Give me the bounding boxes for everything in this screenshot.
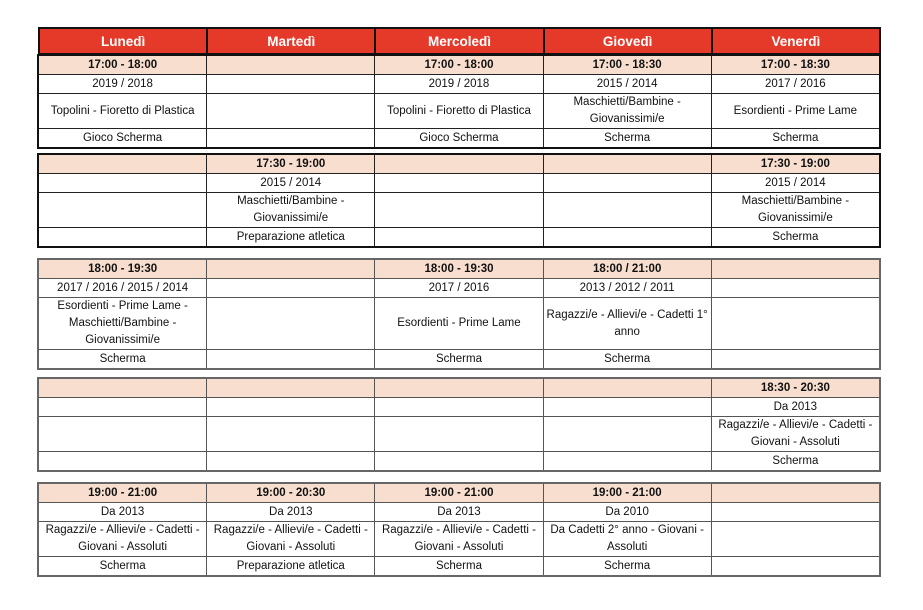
schedule-cell: Da Cadetti 2° anno - Giovani - Assoluti bbox=[543, 522, 711, 557]
time-slot-row bbox=[39, 155, 880, 174]
info-row bbox=[39, 75, 880, 94]
info-row bbox=[39, 174, 880, 193]
schedule-cell bbox=[543, 174, 711, 193]
time-slot-cell bbox=[543, 155, 711, 174]
day-header-friday: Venerdì bbox=[712, 28, 880, 54]
schedule-block-4 bbox=[38, 378, 880, 471]
time-slot-cell: 18:00 - 19:30 bbox=[39, 260, 207, 279]
info-row bbox=[39, 350, 880, 369]
schedule-cell: Scherma bbox=[543, 129, 711, 148]
schedule-cell bbox=[39, 228, 207, 247]
schedule-cell: 2017 / 2016 bbox=[711, 75, 879, 94]
schedule-cell: Ragazzi/e - Allievi/e - Cadetti - Giovani - Assoluti bbox=[711, 417, 879, 452]
time-slot-cell bbox=[39, 155, 207, 174]
schedule-cell bbox=[375, 452, 543, 471]
time-slot-cell: 18:30 - 20:30 bbox=[711, 379, 879, 398]
time-slot-cell: 17:30 - 19:00 bbox=[711, 155, 879, 174]
schedule-cell bbox=[39, 417, 207, 452]
schedule-cell bbox=[39, 174, 207, 193]
schedule-cell: Scherma bbox=[375, 350, 543, 369]
schedule-cell bbox=[543, 417, 711, 452]
schedule-cell: 2015 / 2014 bbox=[207, 174, 375, 193]
schedule-cell: Topolini - Fioretto di Plastica bbox=[375, 94, 543, 129]
info-row bbox=[39, 193, 880, 228]
schedule-cell: Maschietti/Bambine - Giovanissimi/e bbox=[711, 193, 879, 228]
time-slot-row bbox=[39, 379, 880, 398]
schedule-cell bbox=[207, 279, 375, 298]
schedule-cell bbox=[543, 452, 711, 471]
time-slot-cell: 17:00 - 18:00 bbox=[375, 56, 543, 75]
day-header-tuesday: Martedì bbox=[207, 28, 375, 54]
schedule-cell: Da 2013 bbox=[711, 398, 879, 417]
schedule-cell bbox=[375, 228, 543, 247]
schedule-cell bbox=[207, 417, 375, 452]
time-slot-cell bbox=[207, 56, 375, 75]
schedule-cell: Scherma bbox=[39, 557, 207, 576]
time-slot-cell bbox=[375, 379, 543, 398]
schedule-cell: Scherma bbox=[543, 350, 711, 369]
schedule-cell: Da 2013 bbox=[375, 503, 543, 522]
info-row bbox=[39, 452, 880, 471]
schedule-cell bbox=[39, 452, 207, 471]
schedule-cell bbox=[711, 522, 879, 557]
schedule-cell: Preparazione atletica bbox=[207, 228, 375, 247]
day-header-wednesday: Mercoledì bbox=[375, 28, 543, 54]
schedule-cell: Maschietti/Bambine - Giovanissimi/e bbox=[207, 193, 375, 228]
schedule-cell: Ragazzi/e - Allievi/e - Cadetti 1° anno bbox=[543, 298, 711, 350]
time-slot-cell: 19:00 - 21:00 bbox=[543, 484, 711, 503]
day-header-thursday: Giovedì bbox=[544, 28, 712, 54]
schedule-cell bbox=[711, 298, 879, 350]
info-row bbox=[39, 298, 880, 350]
schedule-cell: Scherma bbox=[39, 350, 207, 369]
schedule-cell: Ragazzi/e - Allievi/e - Cadetti - Giovani - Assoluti bbox=[39, 522, 207, 557]
time-slot-cell bbox=[207, 260, 375, 279]
info-row bbox=[39, 398, 880, 417]
schedule-cell: Gioco Scherma bbox=[39, 129, 207, 148]
time-slot-cell: 17:30 - 19:00 bbox=[207, 155, 375, 174]
schedule-cell bbox=[207, 75, 375, 94]
time-slot-row bbox=[39, 56, 880, 75]
schedule-cell: Da 2010 bbox=[543, 503, 711, 522]
schedule-cell: Da 2013 bbox=[207, 503, 375, 522]
time-slot-row bbox=[39, 260, 880, 279]
days-header-table bbox=[38, 27, 881, 55]
schedule-cell bbox=[39, 193, 207, 228]
schedule-cell bbox=[39, 398, 207, 417]
info-row bbox=[39, 557, 880, 576]
schedule-cell bbox=[375, 174, 543, 193]
schedule-cell bbox=[207, 298, 375, 350]
schedule-cell: Topolini - Fioretto di Plastica bbox=[39, 94, 207, 129]
days-header-row bbox=[39, 28, 880, 54]
schedule-cell bbox=[375, 417, 543, 452]
schedule-cell bbox=[207, 129, 375, 148]
time-slot-cell bbox=[375, 155, 543, 174]
schedule-cell: 2013 / 2012 / 2011 bbox=[543, 279, 711, 298]
schedule-cell: 2017 / 2016 / 2015 / 2014 bbox=[39, 279, 207, 298]
time-slot-cell: 17:00 - 18:30 bbox=[543, 56, 711, 75]
schedule-cell: Esordienti - Prime Lame bbox=[375, 298, 543, 350]
schedule-cell: Scherma bbox=[375, 557, 543, 576]
schedule-cell: Esordienti - Prime Lame - Maschietti/Bambine - Giovanissimi/e bbox=[39, 298, 207, 350]
schedule-cell bbox=[711, 503, 879, 522]
schedule-cell bbox=[207, 94, 375, 129]
schedule-cell bbox=[711, 350, 879, 369]
schedule-cell bbox=[207, 452, 375, 471]
schedule-cell bbox=[375, 398, 543, 417]
schedule-cell bbox=[207, 350, 375, 369]
schedule-cell: 2019 / 2018 bbox=[375, 75, 543, 94]
info-row bbox=[39, 129, 880, 148]
time-slot-cell bbox=[711, 260, 879, 279]
info-row bbox=[39, 228, 880, 247]
schedule-cell: Scherma bbox=[543, 557, 711, 576]
time-slot-cell: 18:00 / 21:00 bbox=[543, 260, 711, 279]
schedule-cell: 2017 / 2016 bbox=[375, 279, 543, 298]
schedule-cell: 2015 / 2014 bbox=[543, 75, 711, 94]
time-slot-cell: 19:00 - 20:30 bbox=[207, 484, 375, 503]
time-slot-cell bbox=[39, 379, 207, 398]
schedule-block-2 bbox=[38, 154, 880, 247]
day-header-monday: Lunedì bbox=[39, 28, 207, 54]
info-row bbox=[39, 522, 880, 557]
schedule-cell bbox=[543, 228, 711, 247]
schedule-cell: Maschietti/Bambine - Giovanissimi/e bbox=[543, 94, 711, 129]
schedule-cell: Da 2013 bbox=[39, 503, 207, 522]
schedule-cell: Preparazione atletica bbox=[207, 557, 375, 576]
schedule-cell bbox=[711, 279, 879, 298]
time-slot-cell bbox=[543, 379, 711, 398]
schedule-cell: 2019 / 2018 bbox=[39, 75, 207, 94]
time-slot-cell: 17:00 - 18:00 bbox=[39, 56, 207, 75]
time-slot-cell bbox=[207, 379, 375, 398]
schedule-cell: Scherma bbox=[711, 228, 879, 247]
time-slot-cell: 19:00 - 21:00 bbox=[375, 484, 543, 503]
schedule-cell bbox=[543, 398, 711, 417]
time-slot-cell: 17:00 - 18:30 bbox=[711, 56, 879, 75]
info-row bbox=[39, 503, 880, 522]
schedule-cell: 2015 / 2014 bbox=[711, 174, 879, 193]
info-row bbox=[39, 94, 880, 129]
schedule-cell: Ragazzi/e - Allievi/e - Cadetti - Giovani - Assoluti bbox=[375, 522, 543, 557]
schedule-cell bbox=[543, 193, 711, 228]
schedule-block-5 bbox=[38, 483, 880, 576]
schedule-cell: Scherma bbox=[711, 452, 879, 471]
schedule-cell bbox=[207, 398, 375, 417]
schedule-cell: Scherma bbox=[711, 129, 879, 148]
time-slot-cell: 18:00 - 19:30 bbox=[375, 260, 543, 279]
info-row bbox=[39, 417, 880, 452]
schedule-block-3 bbox=[38, 259, 880, 369]
info-row bbox=[39, 279, 880, 298]
schedule-cell bbox=[711, 557, 879, 576]
schedule-cell bbox=[375, 193, 543, 228]
schedule-cell: Gioco Scherma bbox=[375, 129, 543, 148]
time-slot-row bbox=[39, 484, 880, 503]
schedule-cell: Ragazzi/e - Allievi/e - Cadetti - Giovani - Assoluti bbox=[207, 522, 375, 557]
schedule-cell: Esordienti - Prime Lame bbox=[711, 94, 879, 129]
time-slot-cell bbox=[711, 484, 879, 503]
schedule-block-1 bbox=[38, 55, 880, 148]
time-slot-cell: 19:00 - 21:00 bbox=[39, 484, 207, 503]
